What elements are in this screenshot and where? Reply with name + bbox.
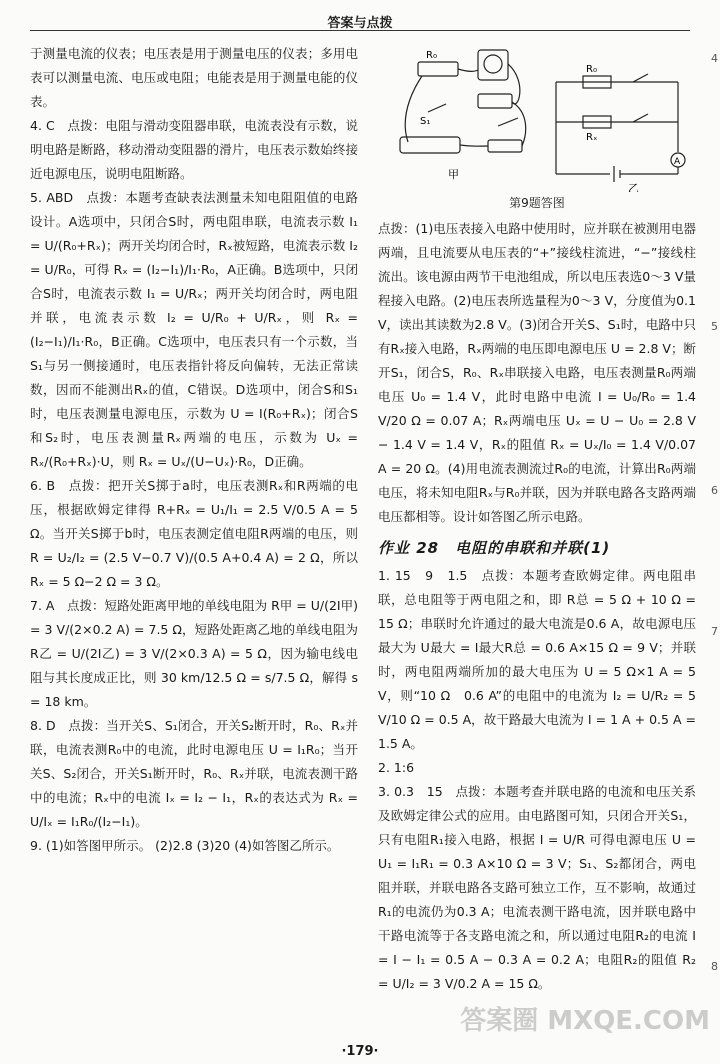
answer-28-1: 1. 15 9 1.5 点拨：本题考查欧姆定律。两电阻串联，总电阻等于两电阻之和，即 R总 = 5 Ω + 10 Ω = 15 Ω；串联时允许通过的最大电流是0.6 A，故电源电压最大为 U最大 = I最大R总 = 0.6 A×15 Ω = 9 V；并联时，两电阻两端所加的最大电压为 U = 5 Ω×1 A = 5 V，则“10 Ω 0.6 A”的电阻中的电流为 I₂ = U/R₂ = 5 V/10 Ω = 0.5 A，故干路最大电流为 I = 1 A + 0.5 A = 1.5 A。 xyxy=(378,568,696,751)
label-r0: R₀ xyxy=(426,50,437,61)
page-header-title: 答案与点拨 xyxy=(327,16,393,31)
label-s1: S₁ xyxy=(420,116,431,127)
answer-28-3: 3. 0.3 15 点拨：本题考查并联电路的电流和电压关系及欧姆定律公式的应用。由电路图可知，只闭合开关S₁，只有电阻R₁接入电路，根据 I = U/R 可得电源电压 U = U₁ = I₁R₁ = 0.3 A×10 Ω = 3 V；S₁、S₂都闭合，两电阻并联，并联电路各支路可独立工作，互不影响，故通过R₁的电流仍为0.3 A；电流表测干路电流，因并联电路中干路电流等于各支路电流之和，所以通过电阻R₂的电流 I = I − I₁ = 0.5 A − 0.3 A = 0.2 A；电阻R₂的阻值 R₂ = U/I₂ = 3 V/0.2 A = 15 Ω。 xyxy=(378,784,696,991)
page-number: ·179· xyxy=(341,1044,379,1059)
label-yi-rx: Rₓ xyxy=(586,132,598,143)
watermark: 答案圈 MXQE.COM xyxy=(460,1006,710,1036)
answer-7: 7. A 点拨：短路处距离甲地的单线电阻为 R甲 = U/(2I甲) = 3 V/(2×0.2 A) = 7.5 Ω，短路处距离乙地的单线电阻为 R乙 = U/(2I乙) = 3 V/(2×0.3 A) = 5 Ω，因为输电线电阻与其长度成正比，则 30 km/12.5 Ω = s/7.5 Ω，解得 s = 18 km。 xyxy=(30,598,358,709)
answer-28-2: 2. 1:6 xyxy=(378,760,415,775)
answer-9: 9. (1)如答图甲所示。 (2)2.8 (3)20 (4)如答图乙所示。 xyxy=(30,838,340,853)
circuit-diagrams xyxy=(378,42,696,192)
left-column xyxy=(30,42,358,858)
ammeter-label: A xyxy=(674,157,681,167)
diagram-yi xyxy=(556,74,685,182)
right-column xyxy=(378,42,696,996)
section-title: 作业 28 电阻的串联和并联(1) xyxy=(378,539,611,557)
answer-figure-9 xyxy=(378,42,696,192)
answer-9-explanation: 点拨：(1)电压表接入电路中使用时，应并联在被测用电器两端，且电流要从电压表的“+”接线柱流进，“−”接线柱流出。该电源由两节干电池组成，所以电压表选0～3 V量程接入电路。(2)电压表所选量程为0～3 V，分度值为0.1 V，读出其读数为2.8 V。(3)闭合开关S、S₁时，电路中只有Rₓ接入电路，Rₓ两端的电压即电源电压 U = 2.8 V；断开S₁，闭合S，R₀、Rₓ串联接入电路，电压表测量R₀两端电压 U₀ = 1.4 V，此时电路中电流 I = U₀/R₀ = 1.4 V/20 Ω = 0.07 A；Rₓ两端电压 Uₓ = U − U₀ = 2.8 V − 1.4 V = 1.4 V，Rₓ的阻值 Rₓ = Uₓ/I₀ = 1.4 V/0.07 A = 20 Ω。(4)用电流表测流过R₀的电流，计算出R₀两端电压，将未知电阻Rₓ与R₀并联，因为并联电路各支路两端电压都相等。设计如答图乙所示电路。 xyxy=(378,221,696,524)
figure-caption: 第9题答图 xyxy=(509,196,565,210)
edge-mark: 6 xyxy=(711,484,718,497)
edge-mark: 7 xyxy=(711,625,718,638)
answer-8: 8. D 点拨：当开关S、S₁闭合，开关S₂断开时，R₀、Rₓ并联，电流表测R₀中的电流，此时电源电压 U = I₁R₀；当开关S、S₂闭合，开关S₁断开时，R₀、Rₓ并联，电流表测干路中的电流；Rₓ中的电流 Iₓ = I₂ − I₁，Rₓ的表达式为 Rₓ = U/Iₓ = I₁R₀/(I₂−I₁)。 xyxy=(30,718,358,829)
edge-mark: 5 xyxy=(711,320,718,333)
answer-6: 6. B 点拨：把开关S掷于a时，电压表测Rₓ和R两端的电压，根据欧姆定律得 R+Rₓ = U₁/I₁ = 2.5 V/0.5 A = 5 Ω。当开关S掷于b时，电压表测定值电阻R两端的电压，则 R = U₂/I₂ = (2.5 V−0.7 V)/(0.5 A+0.4 A) = 2 Ω，所以 Rₓ = 5 Ω−2 Ω = 3 Ω。 xyxy=(30,478,358,589)
edge-mark: 4 xyxy=(711,52,718,65)
label-yi-r0: R₀ xyxy=(586,64,597,75)
answer-5: 5. ABD 点拨：本题考查缺表法测量未知电阻阻值的电路设计。A选项中，只闭合S时，两电阻串联，电流表示数 I₁ = U/(R₀+Rₓ)；两开关均闭合时，Rₓ被短路，电流表示数 I₂ = U/R₀，可得 Rₓ = (I₂−I₁)/I₁·R₀，A正确。B选项中，只闭合S时，电流表示数 I₁ = U/Rₓ；两开关均闭合时，两电阻并联，电流表示数 I₂ = U/R₀ + U/Rₓ，则 Rₓ = (I₂−I₁)/I₁·R₀，B正确。C选项中，电压表只有一个示数，当S₁与另一侧接通时，电压表指针将反向偏转，无法正常读数，因而不能测出Rₓ的值，C错误。D选项中，闭合S和S₁时，电压表测量电源电压，示数为 U = I(R₀+Rₓ)；闭合S和S₂时，电压表测量Rₓ两端的电压，示数为 Uₓ = Rₓ/(R₀+Rₓ)·U，则 Rₓ = Uₓ/(U−Uₓ)·R₀，D正确。 xyxy=(30,190,358,469)
answer-text: 于测量电流的仪表；电压表是用于测量电压的仪表；多用电表可以测量电流、电压或电阻；电能表是用于测量电能的仪表。 xyxy=(30,46,358,109)
label-jia: 甲 xyxy=(448,168,459,181)
label-yi: 乙 xyxy=(628,182,639,192)
diagram-jia xyxy=(400,50,526,153)
header-rule xyxy=(30,30,690,31)
edge-mark: 8 xyxy=(711,960,718,973)
answer-4: 4. C 点拨：电阻与滑动变阻器串联，电流表没有示数，说明电路是断路，移动滑动变阻器的滑片，电压表示数始终接近电源电压，说明电阻断路。 xyxy=(30,118,358,181)
